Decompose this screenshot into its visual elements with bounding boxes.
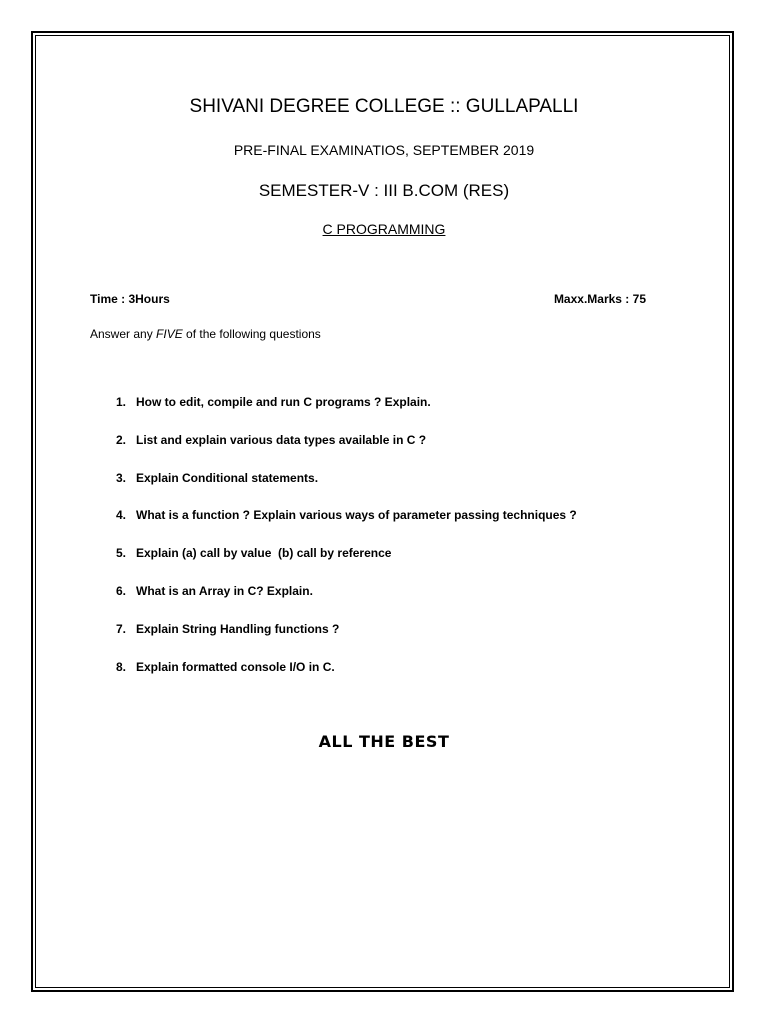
question-item — [0, 433, 768, 471]
question-number: 6. — [115, 583, 126, 598]
question-number: 3. — [115, 470, 126, 485]
question-number: 1. — [115, 395, 126, 409]
max-marks: Maxx.Marks : 75 — [553, 292, 646, 306]
exam-time: Time : 3Hours — [90, 292, 170, 306]
subject-title: C PROGRAMMING — [322, 221, 446, 237]
question-item — [0, 546, 768, 584]
question-number: 8. — [115, 659, 126, 674]
question-list — [0, 395, 768, 697]
question-text: What is a function ? Explain various ways of parameter passing techniques ? — [136, 508, 577, 523]
question-text: List and explain various data types available in C ? — [136, 432, 427, 447]
question-number: 2. — [115, 432, 126, 447]
instruction-text — [90, 327, 321, 341]
question-text: What is an Array in C? Explain. — [136, 583, 313, 598]
exam-title: PRE-FINAL EXAMINATIOS, SEPTEMBER 2019 — [233, 142, 535, 158]
question-text: Explain (a) call by value (b) call by reference — [136, 546, 392, 561]
college-title: SHIVANI DEGREE COLLEGE :: GULLAPALLI — [189, 96, 579, 117]
question-number: 7. — [115, 621, 126, 636]
question-number: 5. — [115, 546, 126, 561]
question-text: Explain String Handling functions ? — [136, 621, 340, 636]
question-item — [0, 471, 768, 509]
question-text: Explain Conditional statements. — [136, 470, 319, 485]
question-number: 4. — [115, 508, 126, 523]
question-item — [0, 660, 768, 698]
question-item — [0, 508, 768, 546]
closing-message: ALL THE BEST — [318, 732, 450, 751]
question-text: Explain formatted console I/O in C. — [136, 659, 335, 674]
question-text: How to edit, compile and run C programs ? Explain. — [136, 395, 431, 409]
question-item — [0, 395, 768, 433]
instruction-suffix: of the following questions — [182, 327, 321, 341]
semester-title: SEMESTER-V : III B.COM (RES) — [258, 181, 510, 200]
question-item — [0, 622, 768, 660]
question-item — [0, 584, 768, 622]
instruction-prefix: Answer any — [90, 327, 157, 341]
instruction-emphasis: FIVE — [156, 327, 183, 341]
